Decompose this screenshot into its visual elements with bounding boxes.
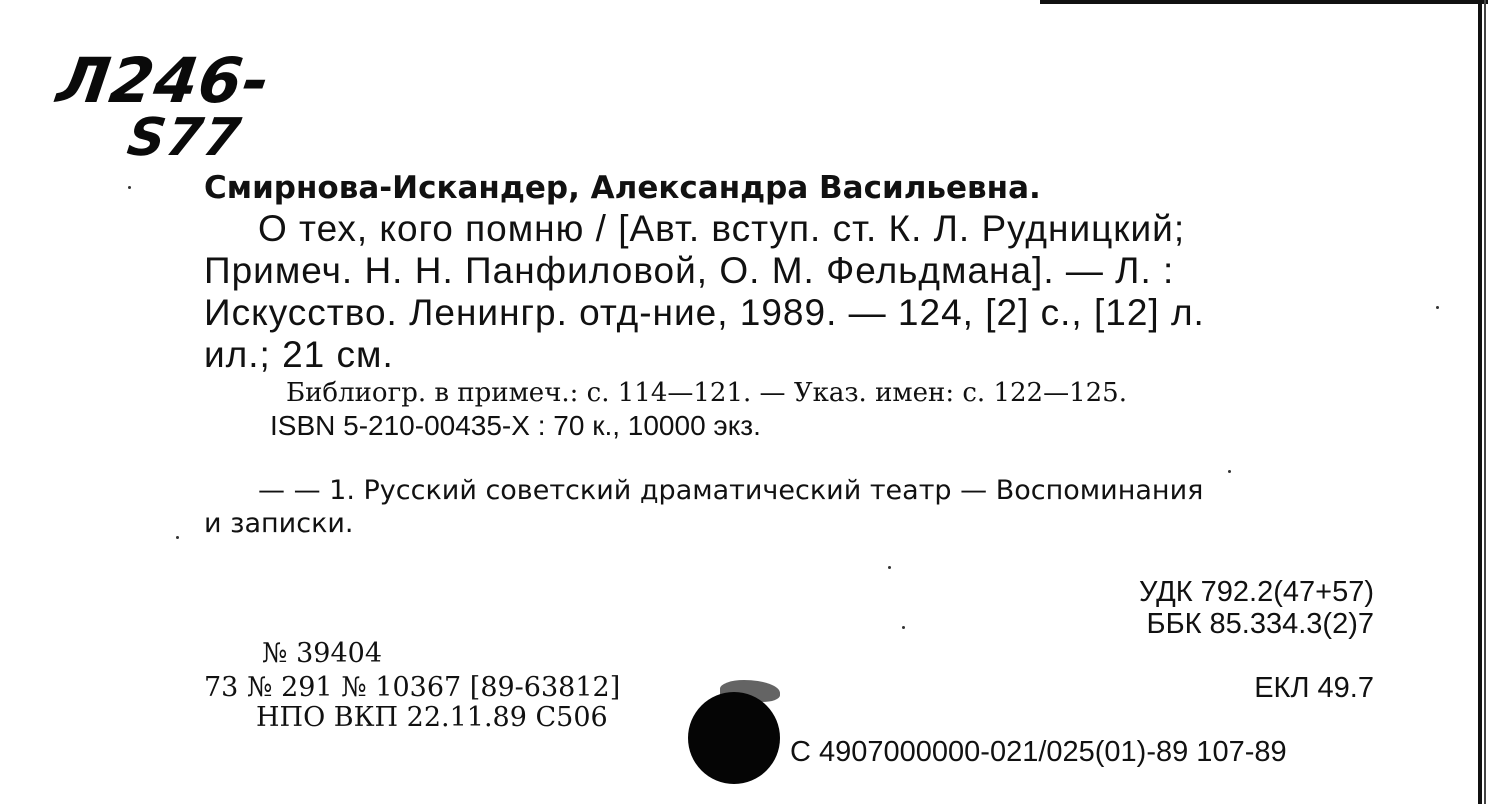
card-right-edge-shadow <box>1484 0 1486 804</box>
speck <box>1436 306 1439 309</box>
card-right-edge <box>1478 0 1482 804</box>
card-top-edge <box>1040 0 1488 4</box>
speck <box>902 626 905 629</box>
speck <box>128 186 131 189</box>
npo-line: НПО ВКП 22.11.89 С506 <box>256 702 608 733</box>
speck <box>888 566 891 569</box>
ekl-code: ЕКЛ 49.7 <box>1254 672 1374 704</box>
bbk-code: ББК 85.334.3(2)7 <box>1146 608 1374 640</box>
speck <box>176 536 179 539</box>
subject-heading-line-1: — — 1. Русский советский драматический театр — Воспоминания <box>258 475 1204 506</box>
punch-hole <box>688 692 780 784</box>
title-line-4: ил.; 21 см. <box>204 334 394 375</box>
speck <box>1228 470 1231 473</box>
shelfmark-line-2: S77 <box>123 108 246 168</box>
subject-heading-line-2: и записки. <box>204 508 354 539</box>
order-number: 73 № 291 № 10367 [89-63812] <box>204 672 621 703</box>
bibliography-note: Библиогр. в примеч.: с. 114—121. — Указ. имен: с. 122—125. <box>286 378 1127 408</box>
udk-code: УДК 792.2(47+57) <box>1138 576 1374 608</box>
isbn-price: ISBN 5-210-00435-X : 70 к., 10000 экз. <box>270 410 761 441</box>
title-line-3: Искусство. Ленингр. отд-ние, 1989. — 124, [2] с., [12] л. <box>204 292 1205 333</box>
author-heading: Смирнова-Искандер, Александра Васильевна. <box>204 170 1041 206</box>
catalog-code: С 4907000000-021/025(01)-89 107-89 <box>790 736 1287 768</box>
title-line-1: О тех, кого помню / [Авт. вступ. ст. К. Л. Рудницкий; <box>258 208 1186 249</box>
title-line-2: Примеч. Н. Н. Панфиловой, О. М. Фельдмана]. — Л. : <box>204 250 1175 291</box>
accession-number: № 39404 <box>262 638 383 669</box>
shelfmark-line-1: Л246- <box>52 44 275 117</box>
